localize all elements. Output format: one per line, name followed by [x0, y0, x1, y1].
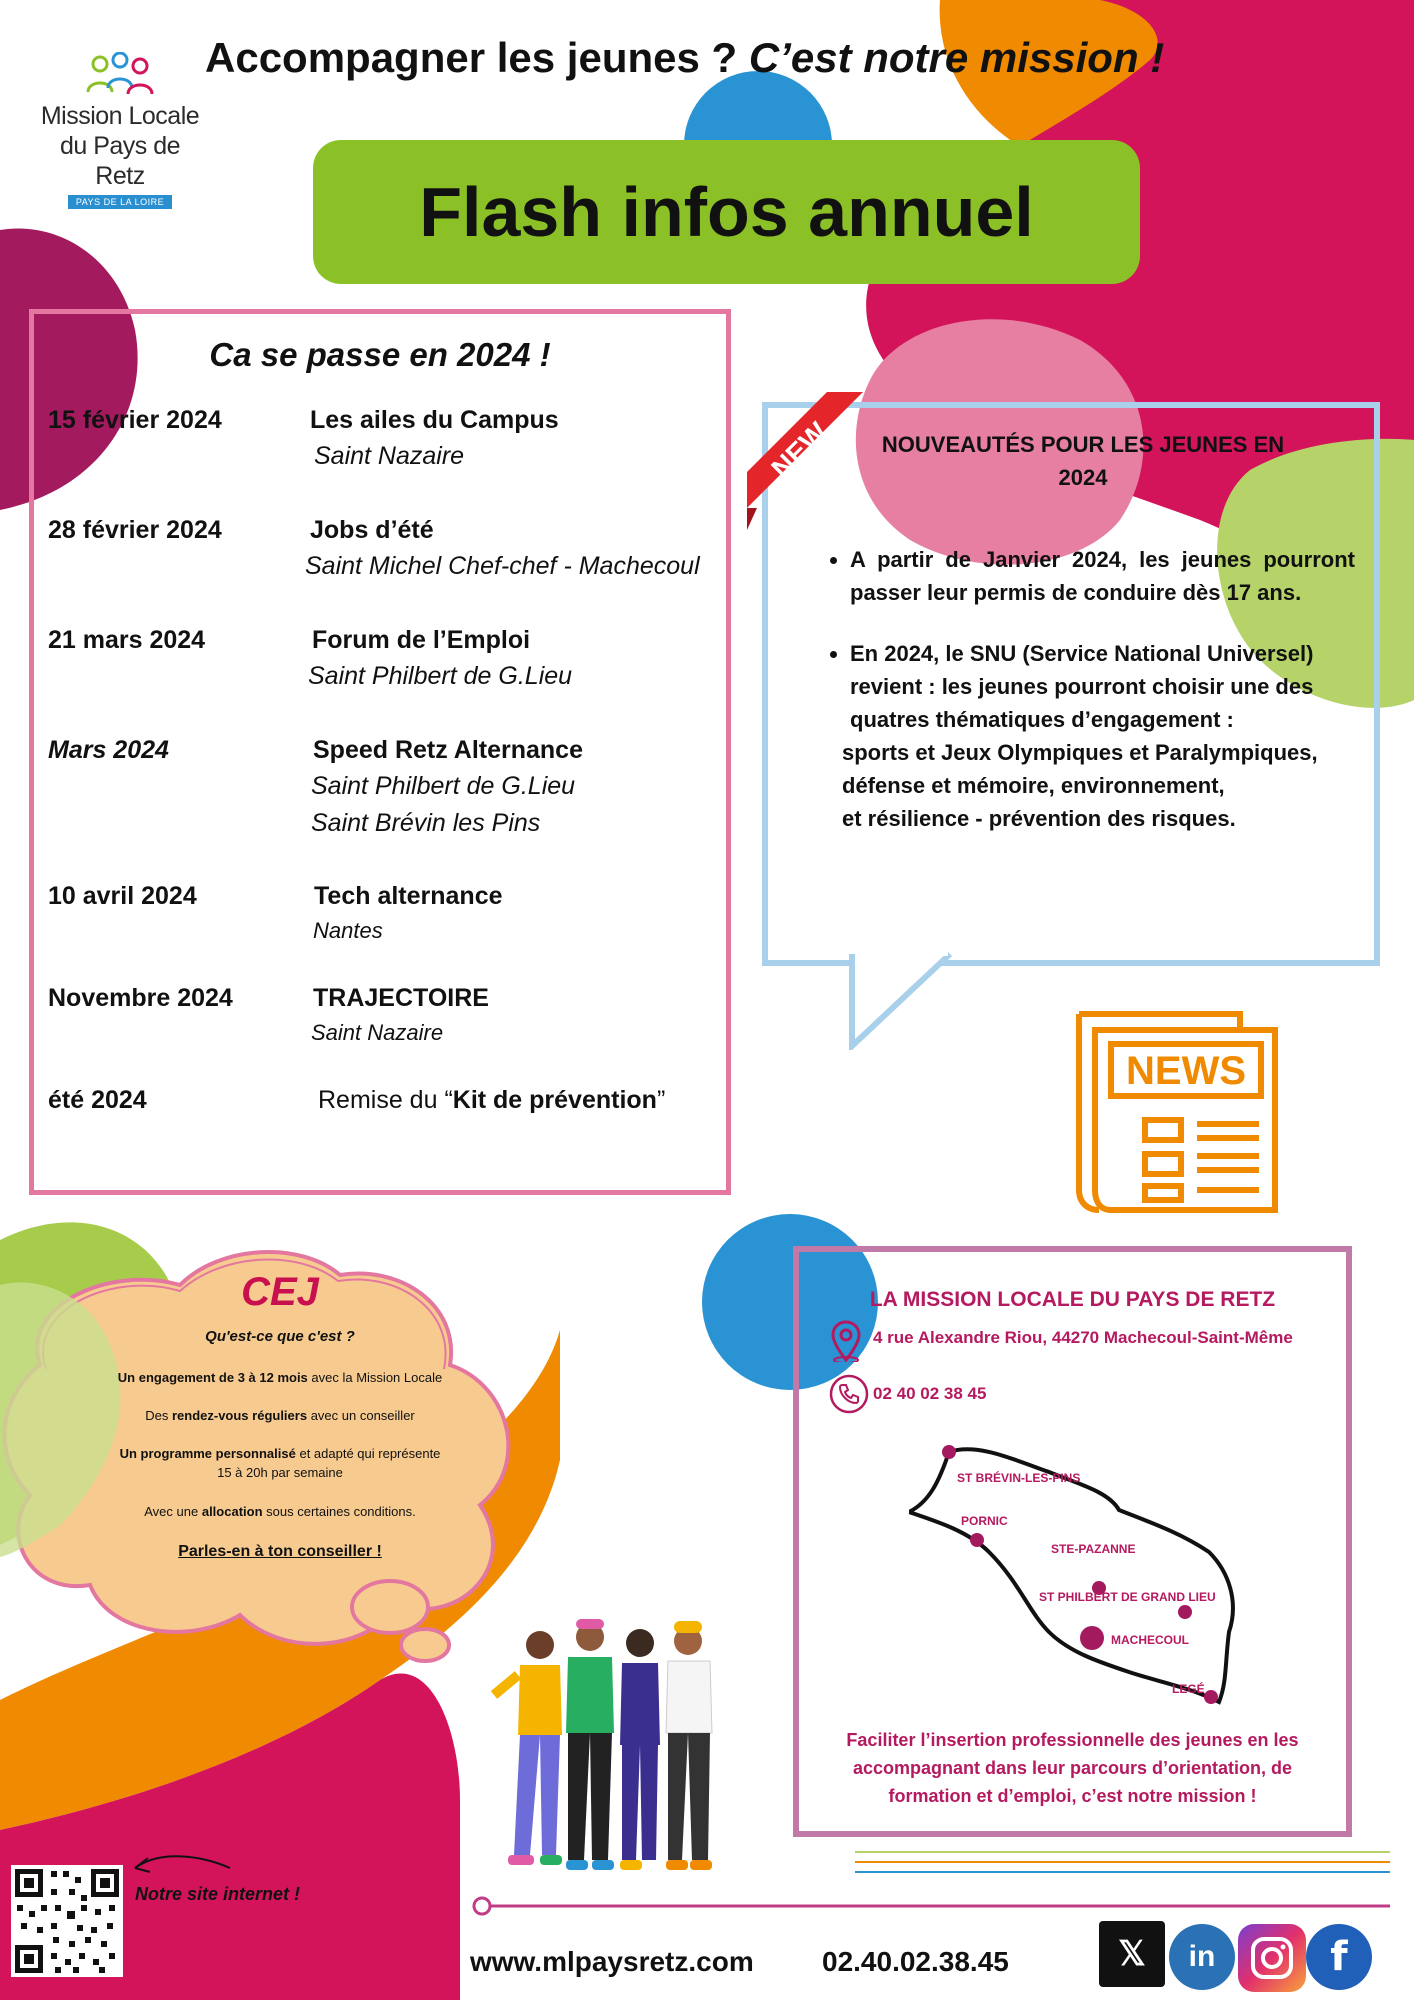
cej-link: Parles-en à ton conseiller !: [178, 1543, 382, 1560]
instagram-icon[interactable]: [1238, 1924, 1306, 1992]
cej-line: [60, 1406, 500, 1425]
contact-mission-line: formation et d’emploi, c’est notre mission !: [888, 1786, 1257, 1806]
map-label-lege: LEGÉ: [1172, 1682, 1205, 1696]
events-box: [29, 309, 731, 1195]
news-item-line: défense et mémoire, environnement,: [842, 773, 1225, 798]
footer-website-link[interactable]: www.mlpaysretz.com: [470, 1946, 754, 1977]
header-title-part2: C’est notre mission !: [748, 34, 1165, 81]
banner: [313, 140, 1140, 284]
bubble-tail: [830, 950, 990, 1050]
x-twitter-icon[interactable]: 𝕏: [1099, 1921, 1165, 1987]
contact-mission-statement: [829, 1726, 1316, 1810]
event-title: Tech alternance: [314, 882, 503, 910]
cej-line: [60, 1444, 500, 1482]
contact-phone: 02 40 02 38 45: [873, 1384, 987, 1403]
event-date: Novembre 2024: [48, 984, 233, 1012]
event-title: Forum de l’Emploi: [312, 626, 531, 654]
map-label-pornic: PORNIC: [961, 1514, 1008, 1528]
event-date: Mars 2024: [48, 736, 169, 764]
cej-text: sous certaines conditions.: [262, 1504, 416, 1519]
contact-address: 4 rue Alexandre Riou, 44270 Machecoul-Saint-Même: [873, 1328, 1293, 1347]
cej-line: [60, 1502, 500, 1521]
event-place: Saint Michel Chef-chef - Machecoul: [305, 552, 700, 580]
banner-title: Flash infos annuel: [419, 173, 1034, 251]
cej-bold: rendez-vous réguliers: [171, 1408, 308, 1423]
footer-phone: 02.40.02.38.45: [822, 1946, 1009, 1977]
news-item-line: et résilience - prévention des risques.: [842, 806, 1236, 831]
phone-icon: [829, 1374, 869, 1414]
event-date: 15 février 2024: [48, 406, 222, 434]
logo-badge: PAYS DE LA LOIRE: [68, 195, 172, 209]
events-title: Ca se passe en 2024 !: [209, 336, 551, 373]
instagram-glyph-icon: [1249, 1935, 1295, 1981]
newspaper-icon-label: NEWS: [1126, 1049, 1246, 1093]
event-title-suffix: ”: [656, 1086, 666, 1114]
event-title: Speed Retz Alternance: [313, 736, 583, 764]
facebook-icon[interactable]: f: [1306, 1924, 1372, 1990]
event-title-prefix: Remise du “: [318, 1086, 453, 1114]
event-date: 10 avril 2024: [48, 882, 197, 910]
logo: [40, 52, 200, 207]
cej-bold: allocation: [201, 1504, 263, 1519]
map-label-philbert: ST PHILBERT DE GRAND LIEU: [1039, 1590, 1216, 1604]
news-item: [842, 637, 1355, 835]
news-item: • A partir de Janvier 2024, les jeunes pourront passer leur permis de conduire dès 17 ans.: [850, 543, 1355, 609]
cej-text: et adapté qui représente: [295, 1446, 441, 1461]
contact-mission-line: Faciliter l’insertion professionnelle des jeunes en les: [846, 1730, 1299, 1750]
new-ribbon: [735, 390, 885, 540]
contact-mission-line: accompagnant dans leur parcours d’orientation, de: [852, 1758, 1293, 1778]
news-item-text: En 2024, le SNU (Service National Universel) revient : les jeunes pourront choisir une des quatres thématiques d’engagement :: [850, 641, 1314, 732]
event-title: TRAJECTOIRE: [313, 984, 489, 1012]
cej-text: Avec une: [144, 1504, 202, 1519]
event-place: Saint Nazaire: [314, 442, 465, 470]
event-place: Saint Philbert de G.Lieu: [311, 772, 576, 800]
site-note: Notre site internet !: [135, 1884, 301, 1904]
cej-text: Des: [145, 1408, 172, 1423]
people-logo-icon: [70, 52, 170, 96]
event-title: Jobs d’été: [310, 516, 434, 544]
cej-bold: Un programme personnalisé: [119, 1446, 296, 1461]
logo-name-line2: du Pays de Retz: [59, 132, 181, 190]
logo-name-line1: Mission Locale: [40, 102, 200, 130]
header-title-part1: Accompagner les jeunes ?: [205, 34, 749, 81]
map-label-machecoul: MACHECOUL: [1111, 1633, 1189, 1647]
event-date: 21 mars 2024: [48, 626, 206, 654]
newspaper-icon: [1075, 1010, 1280, 1215]
event-date: 28 février 2024: [48, 516, 222, 544]
location-pin-icon: [829, 1320, 863, 1362]
qr-code[interactable]: [11, 1865, 123, 1977]
cej-subtitle: Qu'est-ce que c'est ?: [205, 1328, 355, 1345]
cej-text: avec la Mission Locale: [307, 1370, 443, 1385]
news-title-line2: 2024: [1058, 465, 1108, 490]
contact-box: [793, 1246, 1352, 1837]
news-title: [858, 428, 1308, 494]
cej-line: [60, 1368, 500, 1387]
cej-text: 15 à 20h par semaine: [217, 1465, 343, 1480]
map-label-pazanne: STE-PAZANNE: [1051, 1542, 1136, 1556]
news-title-line1: NOUVEAUTÉS POUR LES JEUNES EN: [881, 432, 1285, 457]
header-title: [205, 34, 1265, 82]
map-label-brevin: ST BRÉVIN-LES-PINS: [957, 1471, 1081, 1485]
linkedin-icon[interactable]: in: [1169, 1924, 1235, 1990]
event-place: Saint Nazaire: [311, 1020, 444, 1045]
news-item-line: sports et Jeux Olympiques et Paralympiques,: [842, 740, 1318, 765]
ribbon-label: NEW: [765, 416, 834, 485]
cej-bold: Un engagement de 3 à 12 mois: [117, 1370, 308, 1385]
event-title: [318, 1086, 665, 1115]
event-place: Saint Brévin les Pins: [311, 809, 541, 837]
young-people-illustration: [490, 1615, 750, 1880]
event-place: Nantes: [313, 918, 383, 943]
contact-title: LA MISSION LOCALE DU PAYS DE RETZ: [869, 1288, 1276, 1311]
cej-text: avec un conseiller: [307, 1408, 415, 1423]
event-title-bold: Kit de prévention: [452, 1086, 657, 1114]
event-date: été 2024: [48, 1086, 147, 1114]
event-title: Les ailes du Campus: [310, 406, 559, 434]
event-place: Saint Philbert de G.Lieu: [308, 662, 573, 690]
cej-title: CEJ: [241, 1270, 319, 1314]
news-list: [828, 543, 1355, 863]
